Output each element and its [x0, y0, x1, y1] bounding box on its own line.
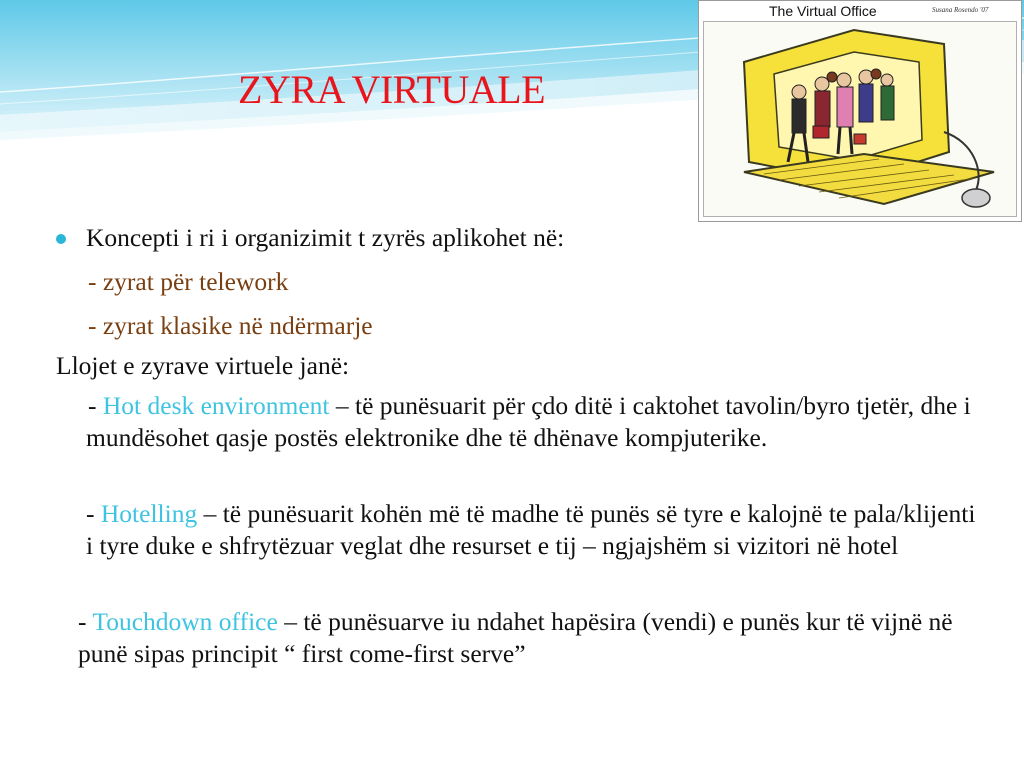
type-description: – të punësuarit për çdo ditë i caktohet tavolin/byro tjetër, dhe i mundësohet qasje postës elektronike dhe të dhënave kompjuterike. — [86, 391, 971, 452]
type-description: – të punësuarit kohën më të madhe të punës së tyre e kalojnë te pala/klijenti i tyre duke e shfrytëzuar veglat dhe resurset e tij – ngjajshëm si vizitori në hotel — [86, 499, 976, 560]
type-description: – të punësuarve iu ndahet hapësira (vendi) e punës kur të vijnë në punë sipas principit “ first come-first serve” — [78, 607, 953, 668]
computer-crowd-icon — [704, 22, 1016, 216]
type-term: Hot desk environment — [102, 391, 330, 420]
type-hot-desk — [86, 390, 986, 454]
illustration-caption: The Virtual Office — [769, 3, 877, 19]
type-hotelling — [86, 498, 986, 562]
type-prefix: - — [78, 607, 93, 636]
slide-title: ZYRA VIRTUALE — [238, 67, 546, 112]
type-term: Hotelling — [100, 499, 198, 528]
illustration-drawing — [703, 21, 1017, 217]
types-heading: Llojet e zyrave virtuele janë: — [56, 351, 350, 380]
subitem-telework: - zyrat për telework — [88, 267, 289, 296]
illustration-signature: Susana Rosendo '07 — [932, 6, 989, 14]
bullet-item — [56, 222, 986, 256]
type-term: Touchdown office — [92, 607, 278, 636]
bullet-dot-icon — [56, 234, 66, 244]
type-prefix: - — [86, 499, 101, 528]
subitem-klasike: - zyrat klasike në ndërmarje — [88, 311, 373, 340]
bullet-text: Koncepti i ri i organizimit t zyrës aplikohet në: — [86, 223, 565, 252]
type-touchdown — [78, 606, 958, 670]
type-prefix: - — [88, 391, 103, 420]
virtual-office-illustration — [698, 0, 1022, 222]
